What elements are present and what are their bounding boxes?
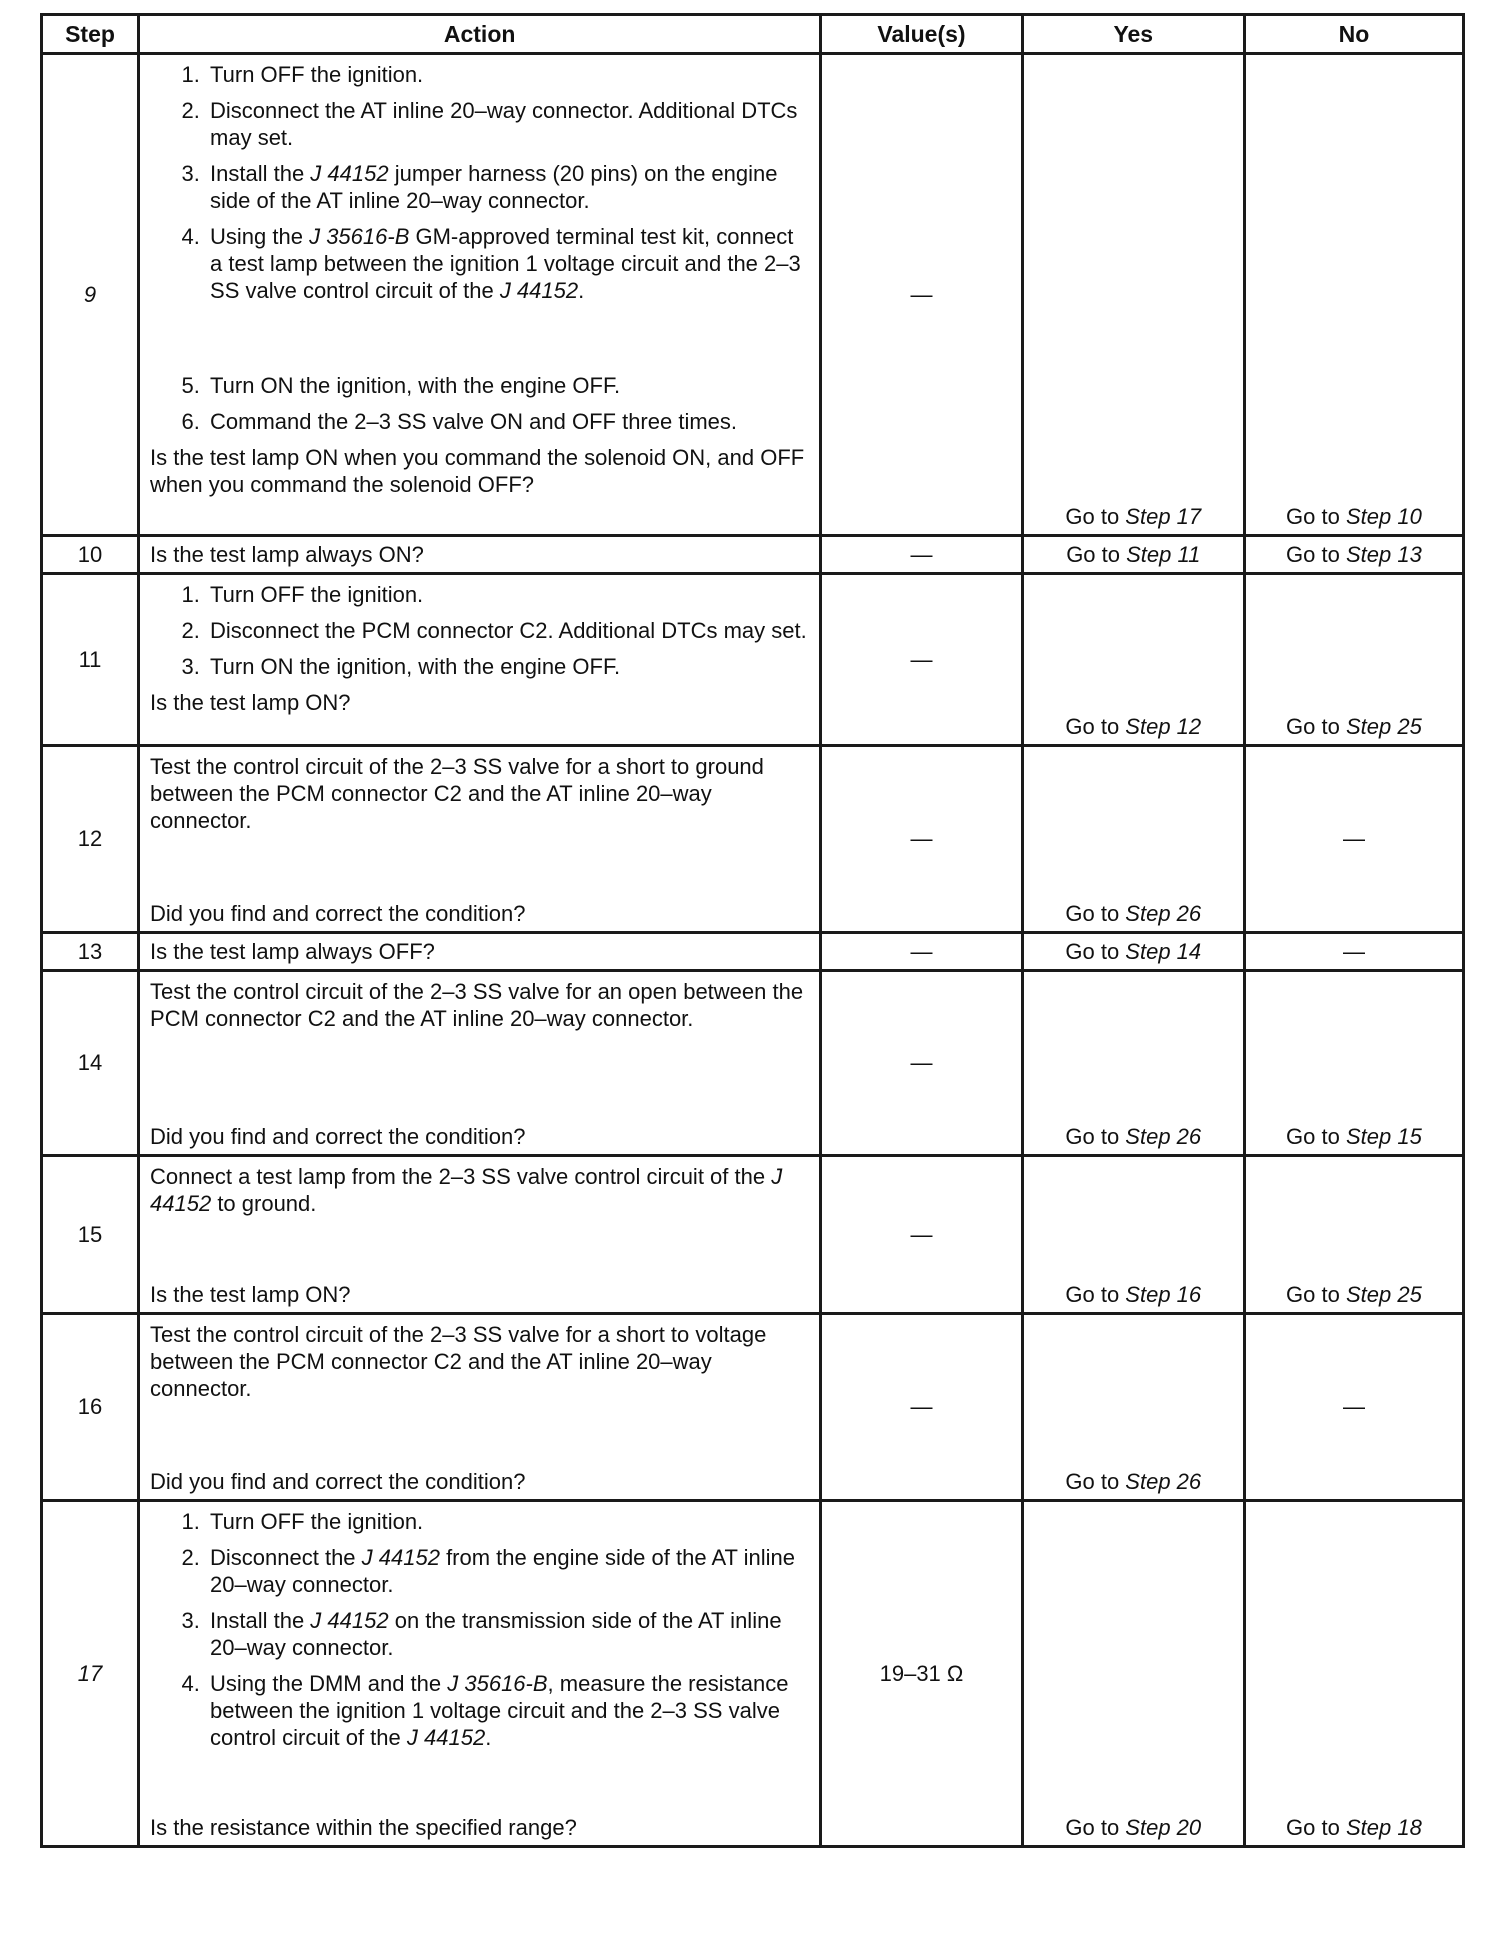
header-row: [42, 15, 1464, 54]
table-row: [42, 536, 1464, 574]
step-number: 10: [42, 536, 139, 574]
action-cell: [139, 54, 821, 536]
yes-cell: [1022, 971, 1244, 1156]
no-goto[interactable]: Go to Step 18: [1286, 1815, 1422, 1840]
yes-goto[interactable]: Go to Step 17: [1065, 504, 1202, 529]
question-text: Is the test lamp ON?: [150, 1282, 351, 1307]
list-item: 2. Disconnect the J 44152 from the engine side of the AT inline 20–way connector.: [206, 1544, 807, 1598]
value-cell: —: [821, 1156, 1022, 1314]
action-steps: [150, 581, 807, 680]
no-cell: [1244, 1156, 1463, 1314]
question-text: Did you find and correct the condition?: [150, 1124, 526, 1149]
step-number: 12: [42, 746, 139, 933]
value-cell: —: [821, 574, 1022, 746]
table-row: [42, 746, 1464, 933]
list-item: 4. Using the DMM and the J 35616-B, measure the resistance between the ignition 1 voltage circuit and the 2–3 SS valve control circuit of the J 44152.: [206, 1670, 807, 1751]
step-number: 11: [42, 574, 139, 746]
value-cell: 19–31 Ω: [821, 1501, 1022, 1847]
action-text: Test the control circuit of the 2–3 SS valve for a short to ground between the PCM connector C2 and the AT inline 20–way connector.: [150, 754, 764, 833]
list-item: 1. Turn OFF the ignition.: [206, 61, 807, 88]
yes-cell: [1022, 54, 1244, 536]
no-cell: [1244, 1501, 1463, 1847]
yes-cell: [1022, 1501, 1244, 1847]
action-text: Connect a test lamp from the 2–3 SS valve control circuit of the J 44152 to ground.: [150, 1164, 783, 1216]
diagnostic-table: [40, 13, 1465, 1848]
yes-goto[interactable]: Go to Step 26: [1065, 901, 1202, 926]
table-row: [42, 574, 1464, 746]
question-text: Is the test lamp ON when you command the solenoid ON, and OFF when you command the solenoid OFF?: [150, 445, 805, 497]
header-values: Value(s): [821, 15, 1022, 54]
yes-goto[interactable]: Go to Step 20: [1065, 1815, 1202, 1840]
header-action: Action: [139, 15, 821, 54]
yes-goto[interactable]: Go to Step 16: [1065, 1282, 1202, 1307]
list-item: 2. Disconnect the AT inline 20–way connector. Additional DTCs may set.: [206, 97, 807, 151]
step-number: 15: [42, 1156, 139, 1314]
table-row: [42, 1314, 1464, 1501]
yes-goto[interactable]: Go to Step 14: [1022, 933, 1244, 971]
value-cell: —: [821, 971, 1022, 1156]
step-number: 16: [42, 1314, 139, 1501]
question-text: Is the test lamp ON?: [150, 690, 351, 715]
action-cell: [139, 933, 821, 971]
header-step: Step: [42, 15, 139, 54]
no-goto[interactable]: Go to Step 13: [1244, 536, 1463, 574]
question-text: Is the test lamp always OFF?: [150, 939, 435, 964]
value-cell: —: [821, 746, 1022, 933]
yes-cell: [1022, 1314, 1244, 1501]
question-text: Is the test lamp always ON?: [150, 542, 424, 567]
step-number: 13: [42, 933, 139, 971]
no-goto: —: [1244, 933, 1463, 971]
header-yes: Yes: [1022, 15, 1244, 54]
value-cell: —: [821, 54, 1022, 536]
yes-cell: [1022, 746, 1244, 933]
yes-goto[interactable]: Go to Step 26: [1065, 1469, 1202, 1494]
action-cell: [139, 536, 821, 574]
action-cell: [139, 746, 821, 933]
step-number: 17: [42, 1501, 139, 1847]
table-row: [42, 971, 1464, 1156]
no-cell: [1244, 574, 1463, 746]
question-text: Did you find and correct the condition?: [150, 1469, 526, 1494]
no-goto[interactable]: Go to Step 25: [1286, 714, 1422, 739]
list-item: 5. Turn ON the ignition, with the engine OFF.: [206, 372, 807, 399]
list-item: 2. Disconnect the PCM connector C2. Additional DTCs may set.: [206, 617, 807, 644]
list-item: 1. Turn OFF the ignition.: [206, 1508, 807, 1535]
action-steps: [150, 61, 807, 435]
action-cell: [139, 1501, 821, 1847]
no-cell: [1244, 54, 1463, 536]
no-cell: [1244, 971, 1463, 1156]
question-text: Is the resistance within the specified range?: [150, 1815, 577, 1840]
yes-cell: [1022, 1156, 1244, 1314]
step-number: 9: [42, 54, 139, 536]
action-text: Test the control circuit of the 2–3 SS valve for a short to voltage between the PCM connector C2 and the AT inline 20–way connector.: [150, 1322, 767, 1401]
value-cell: —: [821, 933, 1022, 971]
table-row: [42, 54, 1464, 536]
action-cell: [139, 574, 821, 746]
list-item: 4. Using the J 35616-B GM-approved terminal test kit, connect a test lamp between the ignition 1 voltage circuit and the 2–3 SS valve control circuit of the J 44152.: [206, 223, 807, 304]
yes-goto[interactable]: Go to Step 12: [1065, 714, 1202, 739]
table-row: [42, 1156, 1464, 1314]
table-row: [42, 933, 1464, 971]
header-no: No: [1244, 15, 1463, 54]
yes-cell: [1022, 574, 1244, 746]
question-text: Did you find and correct the condition?: [150, 901, 526, 926]
list-item: 6. Command the 2–3 SS valve ON and OFF three times.: [206, 408, 807, 435]
step-number: 14: [42, 971, 139, 1156]
list-item: 3. Turn ON the ignition, with the engine OFF.: [206, 653, 807, 680]
no-goto[interactable]: Go to Step 25: [1286, 1282, 1422, 1307]
value-cell: —: [821, 536, 1022, 574]
no-goto: —: [1244, 746, 1463, 933]
list-item: 1. Turn OFF the ignition.: [206, 581, 807, 608]
action-text: Test the control circuit of the 2–3 SS valve for an open between the PCM connector C2 and the AT inline 20–way connector.: [150, 979, 804, 1031]
action-cell: [139, 1156, 821, 1314]
value-cell: —: [821, 1314, 1022, 1501]
no-goto: —: [1244, 1314, 1463, 1501]
yes-goto[interactable]: Go to Step 26: [1065, 1124, 1202, 1149]
list-item: 3. Install the J 44152 on the transmission side of the AT inline 20–way connector.: [206, 1607, 807, 1661]
diagnostic-table-page: [40, 13, 1465, 1848]
action-cell: [139, 971, 821, 1156]
no-goto[interactable]: Go to Step 10: [1286, 504, 1422, 529]
action-cell: [139, 1314, 821, 1501]
no-goto[interactable]: Go to Step 15: [1286, 1124, 1422, 1149]
action-steps: [150, 1508, 807, 1751]
yes-goto[interactable]: Go to Step 11: [1022, 536, 1244, 574]
table-row: [42, 1501, 1464, 1847]
list-item: 3. Install the J 44152 jumper harness (20 pins) on the engine side of the AT inline 20–way connector.: [206, 160, 807, 214]
